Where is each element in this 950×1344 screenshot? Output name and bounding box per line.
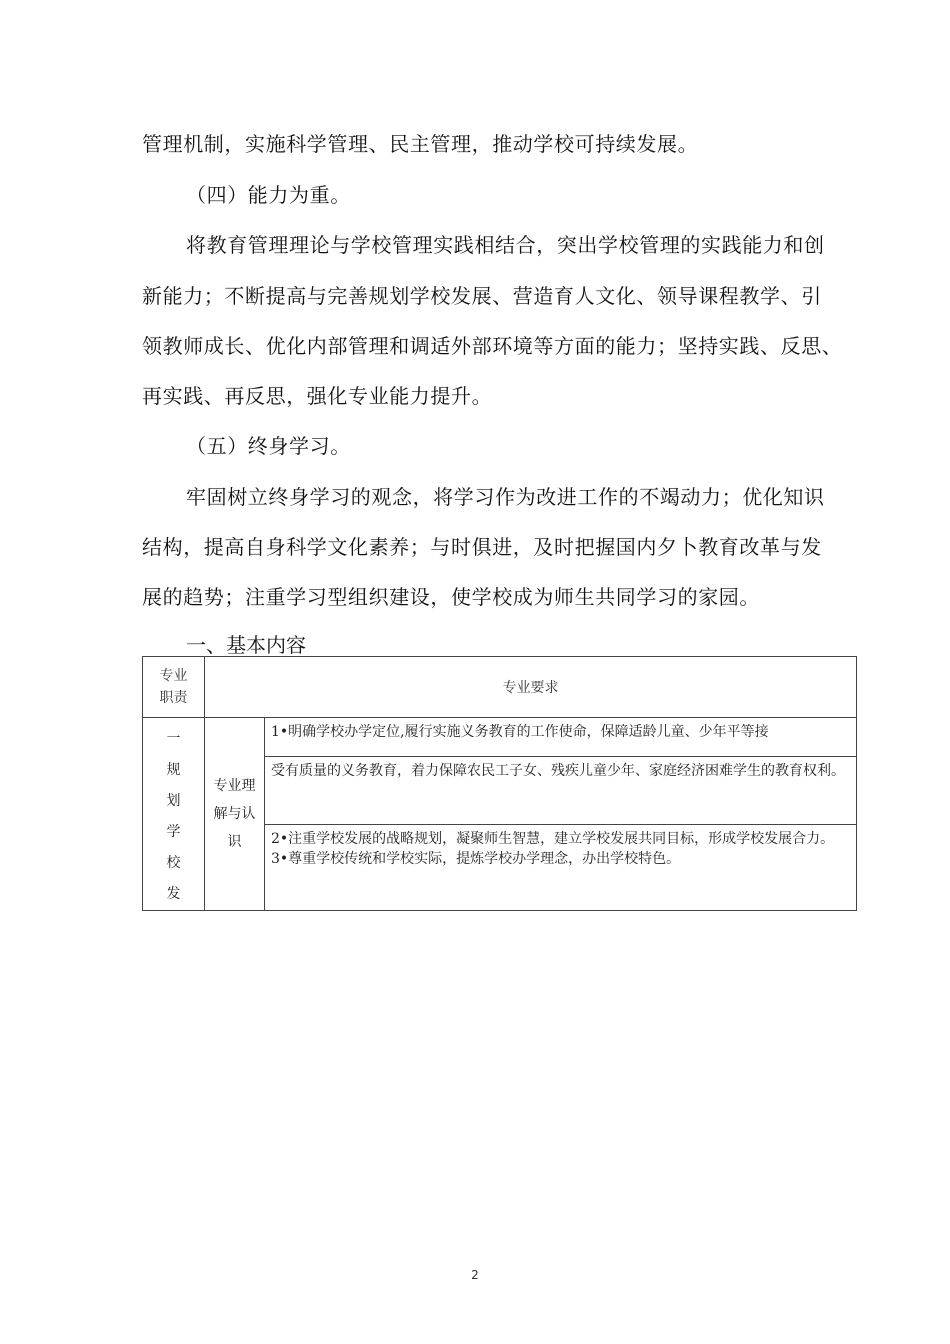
body-line: 牢固树立终身学习的观念，将学习作为改进工作的不竭动力；优化知识 — [186, 485, 825, 509]
requirement-item: 2•注重学校发展的战略规划，凝聚师生智慧，建立学校发展共同目标，形成学校发展合力。 — [271, 830, 835, 847]
body-line: 再实践、再反思，强化专业能力提升。 — [142, 384, 493, 408]
sub-category-line: 专业理 — [213, 778, 256, 794]
subheading-five: （五）终身学习。 — [186, 434, 351, 458]
requirement-cell: 1•明确学校办学定位,履行实施义务教育的工作使命，保障适龄儿童、少年平等接 — [265, 718, 857, 757]
page-number: 2 — [471, 1268, 479, 1282]
duty-char: 规 — [166, 762, 181, 778]
sub-category-line: 解与认 — [213, 806, 256, 822]
requirement-cell — [265, 824, 857, 910]
header-duty-line: 职责 — [159, 690, 188, 706]
body-line: 展的趋势；注重学习型组织建设，使学校成为师生共同学习的家园。 — [142, 585, 760, 609]
section-title: 一、基本内容 — [186, 633, 306, 657]
requirement-item: 3•尊重学校传统和学校实际，提炼学校办学理念，办出学校特色。 — [271, 850, 681, 867]
header-requirements-cell: 专业要求 — [205, 657, 857, 718]
duty-cell — [143, 718, 205, 911]
sub-category-line: 识 — [227, 834, 242, 850]
requirement-cell: 受有质量的义务教育，着力保障农民工子女、残疾儿童少年、家庭经济困难学生的教育权利。 — [265, 757, 857, 824]
body-line: 新能力；不断提高与完善规划学校发展、营造育人文化、领导课程教学、引 — [142, 284, 822, 308]
duty-char: 一 — [166, 731, 181, 747]
duty-char: 发 — [166, 886, 181, 902]
body-line: 领教师成长、优化内部管理和调适外部环境等方面的能力；坚持实践、反思、 — [142, 334, 843, 358]
body-line: 将教育管理理论与学校管理实践相结合，突出学校管理的实践能力和创 — [186, 233, 825, 257]
body-line: 结构，提高自身科学文化素养；与时俱进，及时把握国内夕卜教育改革与发 — [142, 535, 822, 559]
body-line: 管理机制，实施科学管理、民主管理，推动学校可持续发展。 — [142, 132, 699, 156]
header-duty-cell — [143, 657, 205, 718]
table-row — [143, 718, 857, 757]
duty-char: 校 — [166, 855, 181, 871]
header-duty-line: 专业 — [159, 668, 188, 684]
subheading-four: （四）能力为重。 — [186, 183, 351, 207]
sub-category-cell — [205, 718, 265, 911]
table-header-row — [143, 657, 857, 718]
duty-char: 划 — [166, 793, 181, 809]
requirements-table — [142, 656, 857, 911]
duty-char: 学 — [166, 824, 181, 840]
